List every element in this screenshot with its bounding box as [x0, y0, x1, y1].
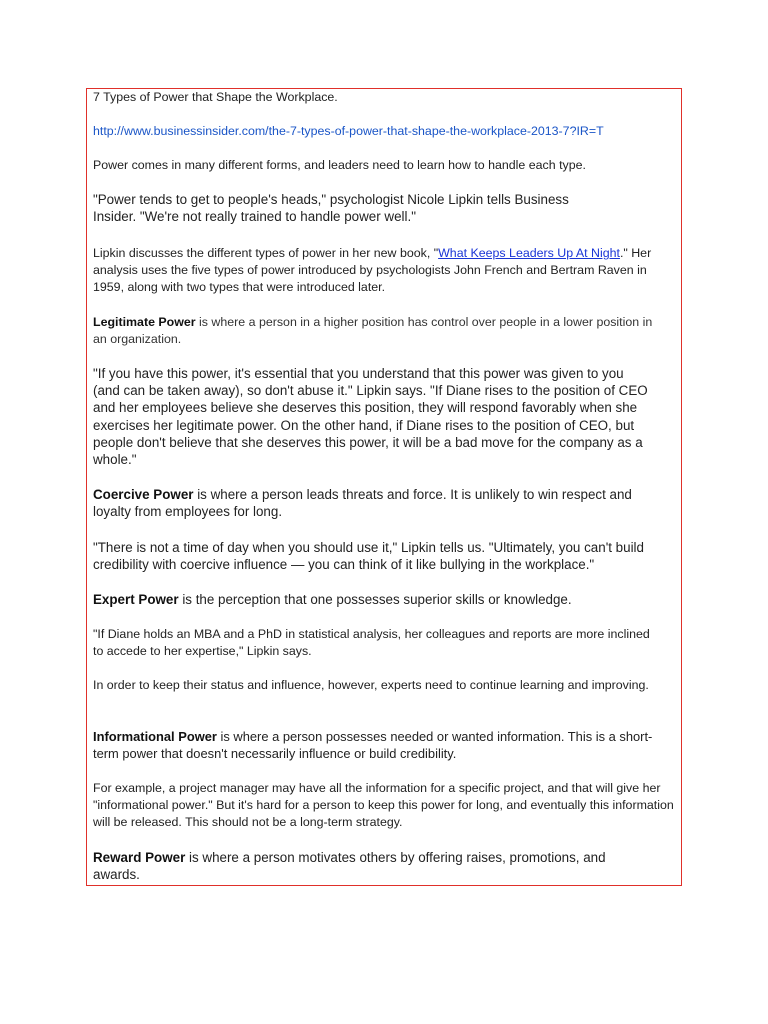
- reward-power-term: Reward Power: [93, 850, 186, 865]
- informational-power-definition: is where a person possesses needed or wanted information. This is a short-term power that doesn't necessarily influence or build credibility.: [93, 729, 653, 761]
- reward-power-definition: is where a person motivates others by offering raises, promotions, and awards.: [93, 850, 606, 883]
- book-paragraph: [93, 245, 658, 297]
- expert-power-paragraph: [93, 591, 677, 608]
- coercive-power-quote: "There is not a time of day when you should use it," Lipkin tells us. "Ultimately, you can't build credibility with coercive influence — you can think of it like bullying in the workplace.": [93, 540, 644, 573]
- expert-power-note: In order to keep their status and influence, however, experts need to continue learning and improving.: [93, 678, 649, 692]
- source-url-paragraph: [93, 123, 677, 140]
- legitimate-power-definition: is where a person in a higher position has control over people in a lower position in an organization.: [93, 315, 653, 347]
- book-title-link[interactable]: What Keeps Leaders Up At Night: [438, 246, 620, 260]
- expert-power-definition: is the perception that one possesses superior skills or knowledge.: [178, 592, 572, 607]
- book-text-after: ." Her analysis uses the five types of power introduced by psychologists John French and Bertram Raven in 1959, along with two types that were introduced later.: [93, 246, 652, 295]
- legitimate-power-paragraph: [93, 314, 658, 348]
- intro-paragraph: Power comes in many different forms, and leaders need to learn how to handle each type.: [93, 158, 586, 172]
- source-url-link[interactable]: http://www.businessinsider.com/the-7-types-of-power-that-shape-the-workplace-2013-7?IR=T: [93, 124, 604, 138]
- legitimate-power-quote: "If you have this power, it's essential that you understand that this power was given to you (and can be taken away), so don't abuse it." Lipkin says. "If Diane rises to the position of CEO and her employees believe she deserves this position, they will respond favorably when she exercises her legitimate power. On the other hand, if Diane rises to the position of CEO, but people don't believe that she deserves this power, it will be a bad move for the company as a whole.": [93, 366, 648, 468]
- reward-power-paragraph: [93, 849, 653, 883]
- coercive-power-paragraph: [93, 486, 668, 520]
- legitimate-power-term: Legitimate Power: [93, 315, 196, 329]
- coercive-power-definition: is where a person leads threats and force. It is unlikely to win respect and loyalty from employees for long.: [93, 487, 632, 520]
- informational-power-term: Informational Power: [93, 729, 217, 744]
- informational-power-paragraph: [93, 729, 668, 763]
- document-title: 7 Types of Power that Shape the Workplace.: [93, 90, 338, 104]
- informational-power-example: For example, a project manager may have all the information for a specific project, and that will give her "informational power." But it's hard for a person to keep this power for long, and eventually this information will be released. This should not be a long-term strategy.: [93, 781, 674, 830]
- coercive-power-term: Coercive Power: [93, 487, 194, 502]
- book-text-before: Lipkin discusses the different types of power in her new book, ": [93, 246, 439, 260]
- expert-power-term: Expert Power: [93, 592, 179, 607]
- lipkin-quote-paragraph: "Power tends to get to people's heads," psychologist Nicole Lipkin tells Business Insider. "We're not really trained to handle power well.": [93, 192, 569, 225]
- expert-power-quote: "If Diane holds an MBA and a PhD in statistical analysis, her colleagues and reports are more inclined to accede to her expertise," Lipkin says.: [93, 627, 650, 659]
